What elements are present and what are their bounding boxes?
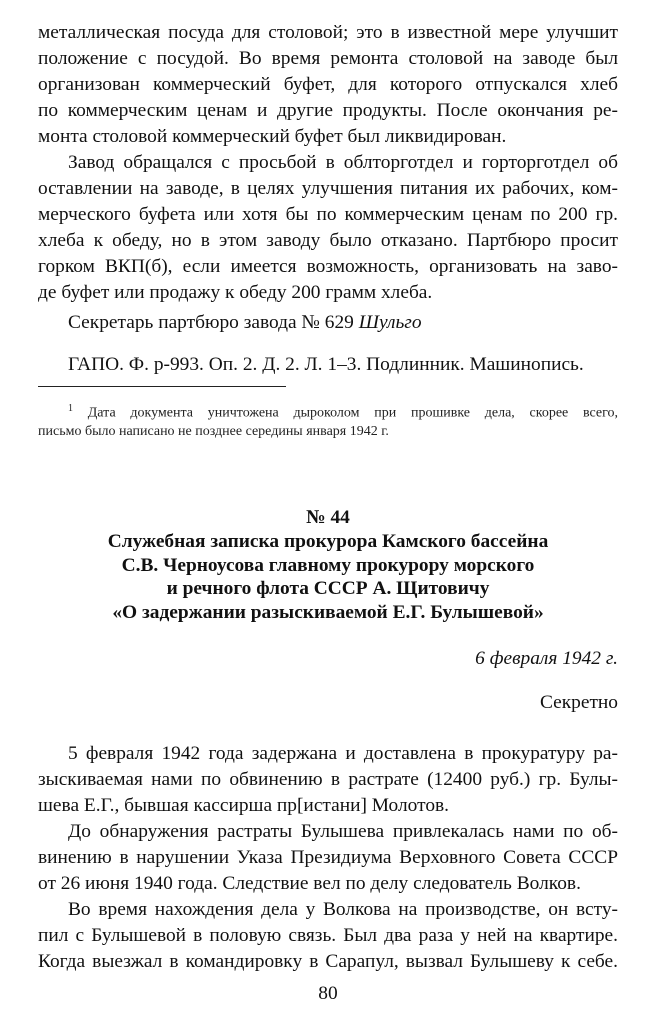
text-line: от 26 июня 1940 года. Следствие вел по делу следователь Волков. (38, 873, 581, 895)
title-line: и речного флота СССР А. Щитовичу (166, 578, 490, 599)
title-line: «О задержании разыскиваемой Е.Г. Булышевой» (112, 601, 544, 623)
footnote-line: письмо было написано не позднее середины января 1942 г. (38, 423, 389, 439)
text-line: винению в нарушении Указа Президиума Верховного Совета СССР (38, 847, 618, 869)
document-date: 6 февраля 1942 г. (475, 648, 618, 669)
signature-name: Шульго (358, 312, 422, 333)
text-line: организован коммерческий буфет, для которого отпускался хлеб (38, 74, 618, 96)
text-line: Завод обращался с просьбой в облторготдел и горторготдел об (68, 152, 618, 173)
text-line: 5 февраля 1942 года задержана и доставлена в прокуратуру ра- (68, 743, 618, 764)
body-paragraph-1 (38, 741, 618, 819)
page-number: 80 (318, 983, 338, 1004)
text-line: Во время нахождения дела у Волкова на производстве, он всту- (68, 899, 618, 920)
footnote-divider (38, 386, 286, 387)
classification-mark: Секретно (539, 692, 618, 713)
document-title (0, 530, 656, 624)
text-line: зыскиваемая нами по обвинению в растрате (12400 руб.) гр. Булы- (38, 769, 618, 791)
document-number: № 44 (306, 507, 350, 528)
text-line: До обнаружения растраты Булышева привлекалась нами по об- (68, 821, 618, 842)
text-line: металлическая посуда для столовой; это в известной мере улучшит (38, 22, 618, 43)
footnote (38, 400, 618, 441)
paragraph-2 (38, 150, 618, 307)
text-line: шева Е.Г., бывшая кассирша пр[истани] Молотов. (38, 795, 450, 817)
paragraph-1 (38, 20, 618, 150)
title-line: Служебная записка прокурора Камского бассейна (107, 531, 549, 552)
text-line: горком ВКП(б), если имеется возможность, организовать на заво- (38, 256, 618, 278)
body-paragraph-2 (38, 819, 618, 897)
text-line: хлеба к обеду, но в этом заводу было отказано. Партбюро просит (38, 230, 618, 252)
body-paragraph-3 (38, 897, 618, 975)
text-line: пил с Булышевой в половую связь. Был два раза у ней на квартире. (38, 925, 618, 947)
footnote-text: Дата документа уничтожена дыроколом при прошивке дела, скорее всего, (87, 405, 619, 421)
text-line: положение с посудой. Во время ремонта столовой на заводе был (38, 48, 618, 70)
footnote-marker: 1 (68, 403, 73, 414)
text-line: монта столовой коммерческий буфет был ликвидирован. (38, 126, 507, 148)
text-line: де буфет или продажу к обеду 200 грамм хлеба. (38, 282, 433, 304)
text-line: Когда выезжал в командировку в Сарапул, вызвал Булышеву к себе. (38, 951, 618, 973)
signature-line (68, 310, 648, 336)
footnote-line (38, 400, 618, 423)
text-line: мерческого буфета или хотя бы по коммерческим ценам по 200 гр. (38, 204, 618, 226)
text-line: оставлении на заводе, в целях улучшения питания их рабочих, ком- (38, 178, 618, 200)
text-line: по коммерческим ценам и другие продукты. После окончания ре- (38, 100, 618, 122)
title-line: С.В. Черноусова главному прокурору морского (121, 554, 535, 576)
archive-reference: ГАПО. Ф. р-993. Оп. 2. Д. 2. Л. 1–3. Подлинник. Машинопись. (68, 354, 584, 375)
signature-prefix: Секретарь партбюро завода № 629 (68, 312, 359, 333)
